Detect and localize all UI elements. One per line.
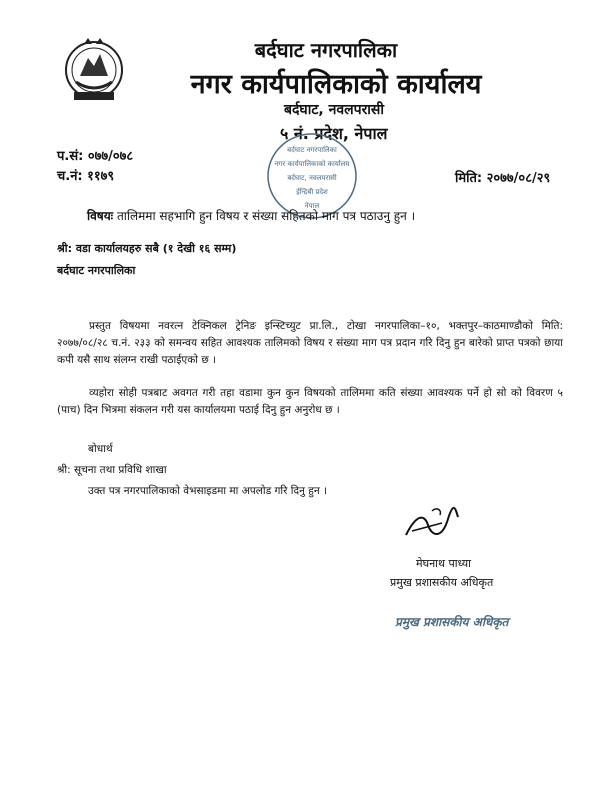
address-line-2: ५ नं. प्रदेश, नेपाल [280,124,388,143]
handwritten-signature [402,505,460,543]
body-paragraph-1: प्रस्तुत विषयमा नवरत्न टेक्निकल ट्रेनिङ इन्स्टिच्युट प्रा.लि., टोखा नगरपालिका–१०, भक्तपुर–काठमाण्डौको मिति: २०७७/०८/२८ च.नं. २३३ को समन्वय सहित आवश्यक तालिमको विषय र संख्या माग पत्र प्रदान गरि दिनु हुन बारेको प्राप्त पत्रको छाया कपी यसै साथ संलग्न राखी पठाईएको छ । [57,320,563,366]
office-name: नगर कार्यपालिकाको कार्यालय [190,69,482,100]
stamp-text-2: नगर कार्यपालिकाको कार्यालय [274,160,350,168]
subject-text: तालिममा सहभागि हुन विषय र संख्या सहितको माग पत्र पठाउनु हुन । [116,209,416,223]
municipality-name: बर्दघाट नगरपालिका [254,38,398,62]
subject-label: विषयः [87,209,114,223]
stamp-text-5: नेपाल [304,202,320,210]
stamp-text-4: ईन्द्रिबी प्रदेश [296,188,328,196]
recipient-line-2: बर्दघाट नगरपालिका [57,264,136,277]
signatory-name: मेघनाथ पाध्या [416,557,472,570]
recipient-line-1: श्री: वडा कार्यालयहरु सबै (१ देखी १६ सम्म) [57,242,237,255]
letter-date: मिति: २०७७/०८/२९ [455,171,551,186]
signatory-title: प्रमुख प्रशासकीय अधिकृत [390,576,494,589]
stamp-text-1: बर्दघाट नगरपालिका [287,146,337,154]
subject-line [87,207,415,224]
cc-recipient: श्री: सूचना तथा प्रविधि शाखा [57,464,167,476]
body-paragraph-2: व्यहोरा सोही पत्रबाट अवगत गरी तहा वडामा कुन कुन विषयको तालिममा कति संख्या आवश्यक पर्ने हो सो को विवरण ५ (पाच) दिन भित्रमा संकलन गरी यस कार्यालयमा पठाई दिनु हुन अनुरोध छ । [57,387,563,416]
cc-note: उक्त पत्र नगरपालिकाको वेभसाइडमा मा अपलोड गरि दिनु हुन । [88,485,327,497]
cc-label: बोधार्थ [88,443,113,455]
designation-seal: प्रमुख प्रशासकीय अधिकृत [395,615,509,629]
chalani-number: च.नं: ११७९ [57,169,115,184]
address-line-1: बर्दघाट, नवलपरासी [284,102,385,118]
stamp-text-3: बर्दघाट, नवलपरासी [287,174,337,182]
patra-sankhya: प.सं: ०७७/०७८ [57,149,134,164]
